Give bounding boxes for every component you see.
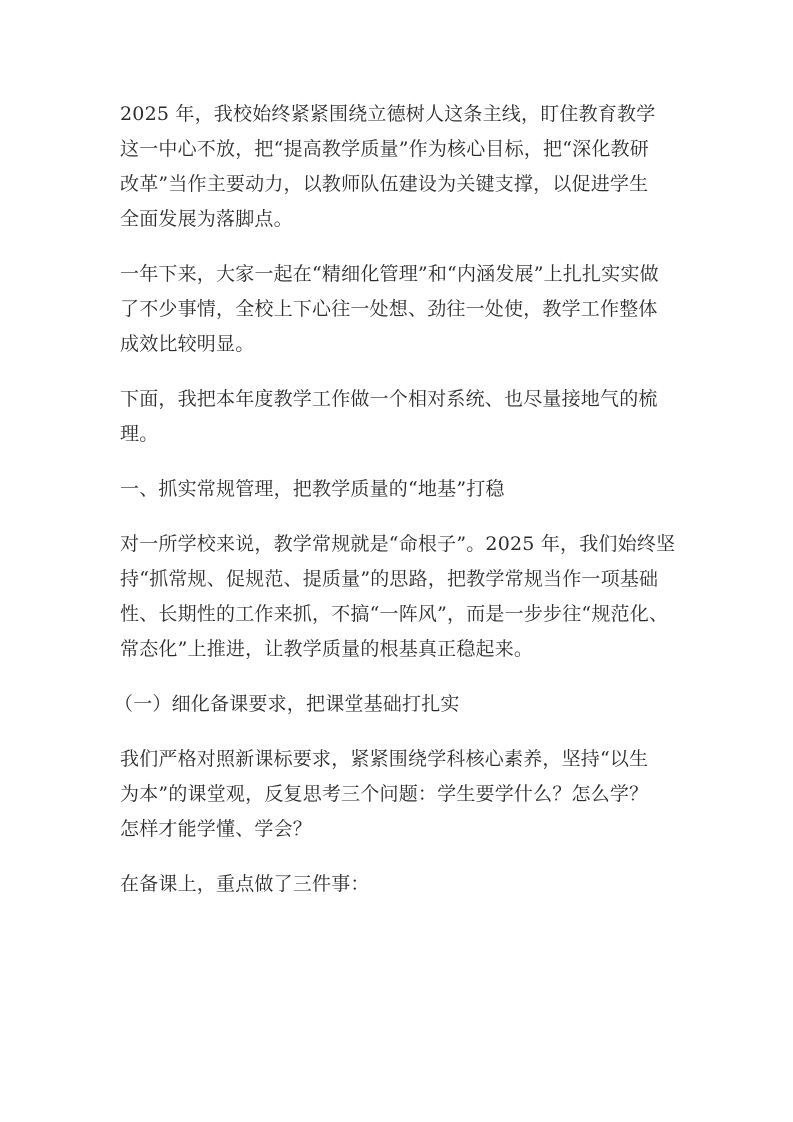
text-line: 持“抓常规、促规范、提质量”的思路，把教学常规当作一项基础	[120, 568, 659, 590]
text-line: 下面，我把本年度教学工作做一个相对系统、也尽量接地气的梳	[120, 388, 658, 410]
closing-paragraph	[120, 867, 673, 902]
text-line: 对一所学校来说，教学常规就是“命根子”。2025 年，我们始终坚	[120, 533, 676, 555]
text-line: 了不少事情，全校上下心往一处想、劲往一处使，教学工作整体	[120, 298, 658, 320]
subheading-text: （一）细化备课要求，把课堂基础打扎实	[114, 693, 460, 715]
text-line: 怎样才能学懂、学会？	[120, 818, 313, 840]
intro-paragraph	[120, 97, 673, 237]
text-line: 我们严格对照新课标要求，紧紧围绕学科核心素养，坚持“以生	[120, 748, 649, 770]
text-line: 为本”的课堂观，反复思考三个问题：学生要学什么？怎么学？	[120, 783, 649, 805]
transition-paragraph	[120, 382, 673, 452]
summary-paragraph	[120, 257, 673, 362]
text-line: 全面发展为落脚点。	[120, 208, 293, 230]
text-line: 理。	[120, 423, 159, 445]
text-line: 这一中心不放，把“提高教学质量”作为核心目标，把“深化教研	[120, 138, 649, 160]
text-line: 成效比较明显。	[120, 333, 255, 355]
text-line: 改革”当作主要动力，以教师队伍建设为关键支撑，以促进学生	[120, 173, 649, 195]
text-line: 2025 年，我校始终紧紧围绕立德树人这条主线，盯住教育教学	[120, 103, 656, 125]
document-body	[114, 97, 676, 922]
text-line: 一年下来，大家一起在“精细化管理”和“内涵发展”上扎扎实实做	[120, 263, 659, 285]
lesson-prep-paragraph	[120, 742, 673, 847]
section-heading	[120, 472, 673, 507]
subsection-heading	[114, 687, 673, 722]
section-paragraph	[120, 527, 676, 667]
heading-text: 一、抓实常规管理，把教学质量的“地基”打稳	[120, 478, 505, 500]
text-line: 在备课上，重点做了三件事：	[120, 873, 370, 895]
text-line: 常态化”上推进，让教学质量的根基真正稳起来。	[120, 638, 534, 660]
text-line: 性、长期性的工作来抓，不搞“一阵风”，而是一步步往“规范化、	[120, 603, 669, 625]
